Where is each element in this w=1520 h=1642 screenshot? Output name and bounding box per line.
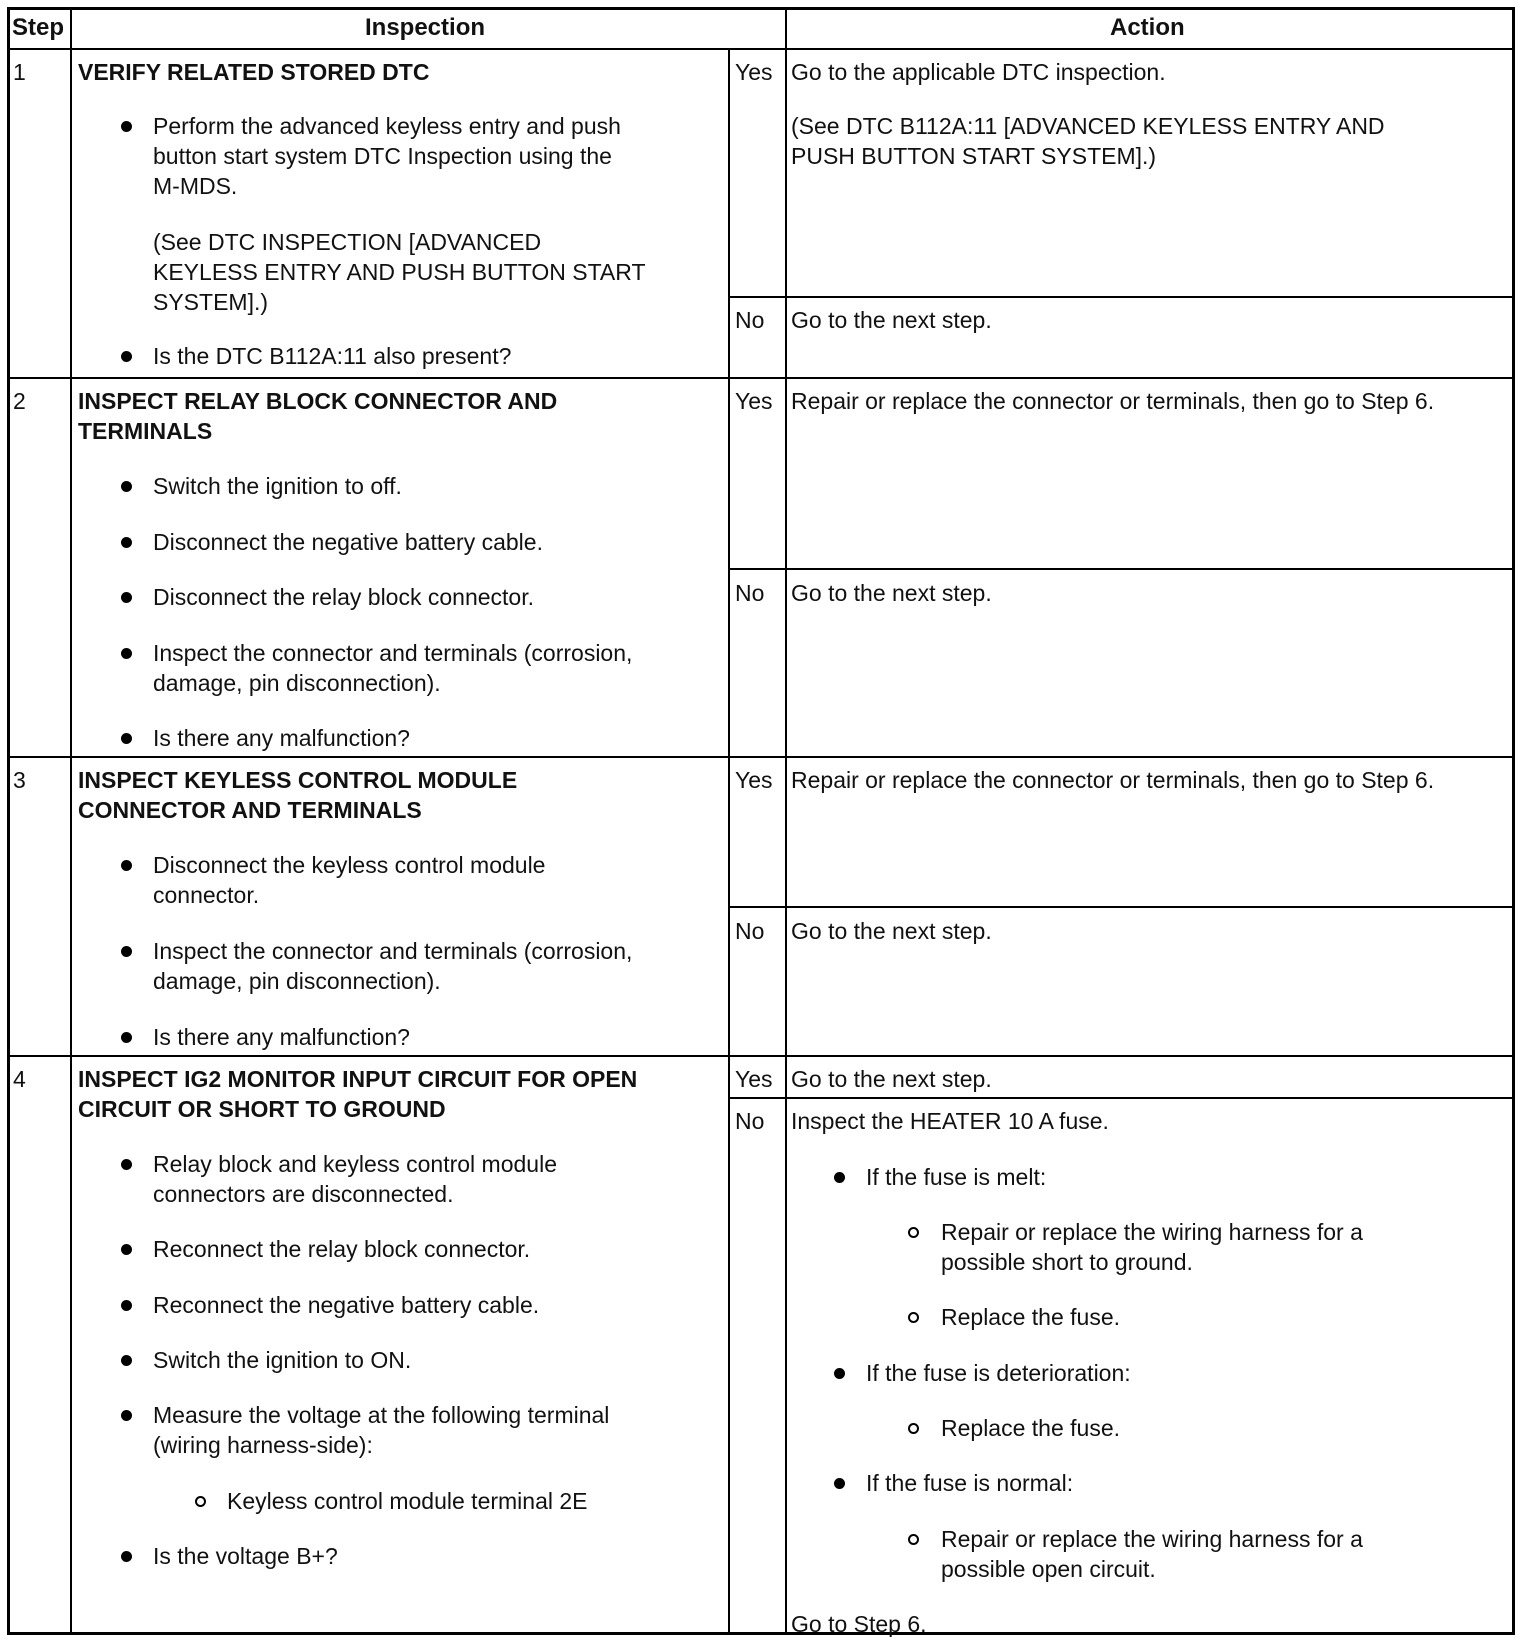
- bullet-icon: [121, 537, 132, 548]
- step-number: 3: [13, 767, 26, 793]
- inspection-text: Perform the advanced keyless entry and push: [153, 113, 621, 139]
- bullet-icon: [121, 946, 132, 957]
- header-divider: [7, 48, 1515, 50]
- action-text: Repair or replace the connector or terminals, then go to Step 6.: [791, 767, 1435, 793]
- sub-bullet-icon: [195, 1496, 206, 1507]
- inspection-text: (See DTC INSPECTION [ADVANCED: [153, 229, 542, 255]
- yesno-column-divider: [728, 48, 730, 1635]
- inspection-text: Switch the ignition to off.: [153, 473, 402, 499]
- bullet-icon: [121, 351, 132, 362]
- action-text: Inspect the HEATER 10 A fuse.: [791, 1108, 1109, 1134]
- inspection-text: Keyless control module terminal 2E: [227, 1488, 588, 1514]
- action-text: Go to the applicable DTC inspection.: [791, 59, 1166, 85]
- step-column-divider: [70, 7, 72, 1635]
- inspection-text: Switch the ignition to ON.: [153, 1347, 412, 1373]
- no-label: No: [735, 580, 765, 606]
- inspection-text: KEYLESS ENTRY AND PUSH BUTTON START: [153, 259, 646, 285]
- bullet-icon: [834, 1368, 845, 1379]
- inspection-text: connector.: [153, 882, 260, 908]
- inspection-text: (wiring harness-side):: [153, 1432, 373, 1458]
- inspection-text: Inspect the connector and terminals (corrosion,: [153, 640, 633, 666]
- action-text: Repair or replace the wiring harness for a: [941, 1219, 1363, 1245]
- bullet-icon: [121, 1159, 132, 1170]
- inspection-text: Is the voltage B+?: [153, 1543, 338, 1569]
- yes-no-divider-3: [728, 906, 1515, 908]
- no-label: No: [735, 1108, 765, 1134]
- action-text: Repair or replace the connector or terminals, then go to Step 6.: [791, 388, 1435, 414]
- bullet-icon: [121, 1244, 132, 1255]
- header-inspection: Inspection: [365, 14, 486, 41]
- inspection-text: Reconnect the negative battery cable.: [153, 1292, 540, 1318]
- action-text: Go to the next step.: [791, 580, 992, 606]
- yes-label: Yes: [735, 1066, 773, 1092]
- table-border-left: [7, 7, 10, 1635]
- step-title: TERMINALS: [78, 418, 213, 444]
- header-action: Action: [1110, 14, 1185, 41]
- inspection-text: M-MDS.: [153, 173, 238, 199]
- bullet-icon: [834, 1172, 845, 1183]
- bullet-icon: [121, 1032, 132, 1043]
- step-number: 1: [13, 59, 26, 85]
- bullet-icon: [121, 1551, 132, 1562]
- inspection-text: Reconnect the relay block connector.: [153, 1236, 531, 1262]
- inspection-text: Inspect the connector and terminals (corrosion,: [153, 938, 633, 964]
- header-step: Step: [12, 14, 65, 41]
- action-text: (See DTC B112A:11 [ADVANCED KEYLESS ENTRY AND: [791, 113, 1385, 139]
- action-text: PUSH BUTTON START SYSTEM].): [791, 143, 1157, 169]
- yes-label: Yes: [735, 388, 773, 414]
- action-text: If the fuse is melt:: [866, 1164, 1047, 1190]
- bullet-icon: [121, 1355, 132, 1366]
- yes-no-divider-1: [728, 296, 1515, 298]
- action-text: possible open circuit.: [941, 1556, 1156, 1582]
- step-title: INSPECT IG2 MONITOR INPUT CIRCUIT FOR OPEN: [78, 1066, 638, 1092]
- inspection-text: Disconnect the keyless control module: [153, 852, 546, 878]
- bullet-icon: [121, 592, 132, 603]
- row-divider-1: [7, 377, 1515, 379]
- action-text: Replace the fuse.: [941, 1415, 1121, 1441]
- inspection-text: damage, pin disconnection).: [153, 968, 441, 994]
- table-border-right: [1512, 7, 1515, 1635]
- step-title: CIRCUIT OR SHORT TO GROUND: [78, 1096, 446, 1122]
- sub-bullet-icon: [908, 1534, 919, 1545]
- yes-no-divider-2: [728, 568, 1515, 570]
- sub-bullet-icon: [908, 1312, 919, 1323]
- inspection-text: damage, pin disconnection).: [153, 670, 441, 696]
- action-text: Go to Step 6.: [791, 1611, 927, 1637]
- table-border-top: [7, 7, 1515, 10]
- step-title: INSPECT KEYLESS CONTROL MODULE: [78, 767, 518, 793]
- yes-no-divider-4: [728, 1097, 1515, 1099]
- action-text: Replace the fuse.: [941, 1304, 1121, 1330]
- table-border-bottom: [7, 1632, 1515, 1635]
- bullet-icon: [121, 121, 132, 132]
- inspection-text: Disconnect the relay block connector.: [153, 584, 534, 610]
- sub-bullet-icon: [908, 1227, 919, 1238]
- inspection-text: SYSTEM].): [153, 289, 269, 315]
- bullet-icon: [121, 860, 132, 871]
- row-divider-3: [7, 1055, 1515, 1057]
- action-text: Go to the next step.: [791, 918, 992, 944]
- action-text: Go to the next step.: [791, 1066, 992, 1092]
- bullet-icon: [121, 648, 132, 659]
- sub-bullet-icon: [908, 1423, 919, 1434]
- no-label: No: [735, 918, 765, 944]
- step-title: VERIFY RELATED STORED DTC: [78, 59, 430, 85]
- inspection-text: Is there any malfunction?: [153, 1024, 410, 1050]
- inspection-text: connectors are disconnected.: [153, 1181, 454, 1207]
- row-divider-2: [7, 756, 1515, 758]
- action-text: Go to the next step.: [791, 307, 992, 333]
- yes-label: Yes: [735, 767, 773, 793]
- inspection-text: button start system DTC Inspection using the: [153, 143, 612, 169]
- inspection-text: Is there any malfunction?: [153, 725, 410, 751]
- inspection-text: Relay block and keyless control module: [153, 1151, 557, 1177]
- no-label: No: [735, 307, 765, 333]
- step-title: INSPECT RELAY BLOCK CONNECTOR AND: [78, 388, 558, 414]
- action-text: possible short to ground.: [941, 1249, 1193, 1275]
- bullet-icon: [121, 1410, 132, 1421]
- inspection-text: Measure the voltage at the following terminal: [153, 1402, 610, 1428]
- action-text: If the fuse is normal:: [866, 1470, 1074, 1496]
- inspection-text: Is the DTC B112A:11 also present?: [153, 343, 512, 369]
- bullet-icon: [834, 1478, 845, 1489]
- bullet-icon: [121, 1300, 132, 1311]
- yes-label: Yes: [735, 59, 773, 85]
- step-number: 2: [13, 388, 26, 414]
- action-text: If the fuse is deterioration:: [866, 1360, 1131, 1386]
- action-column-divider: [785, 7, 787, 1635]
- bullet-icon: [121, 733, 132, 744]
- bullet-icon: [121, 481, 132, 492]
- step-number: 4: [13, 1066, 26, 1092]
- step-title: CONNECTOR AND TERMINALS: [78, 797, 422, 823]
- inspection-text: Disconnect the negative battery cable.: [153, 529, 543, 555]
- action-text: Repair or replace the wiring harness for a: [941, 1526, 1363, 1552]
